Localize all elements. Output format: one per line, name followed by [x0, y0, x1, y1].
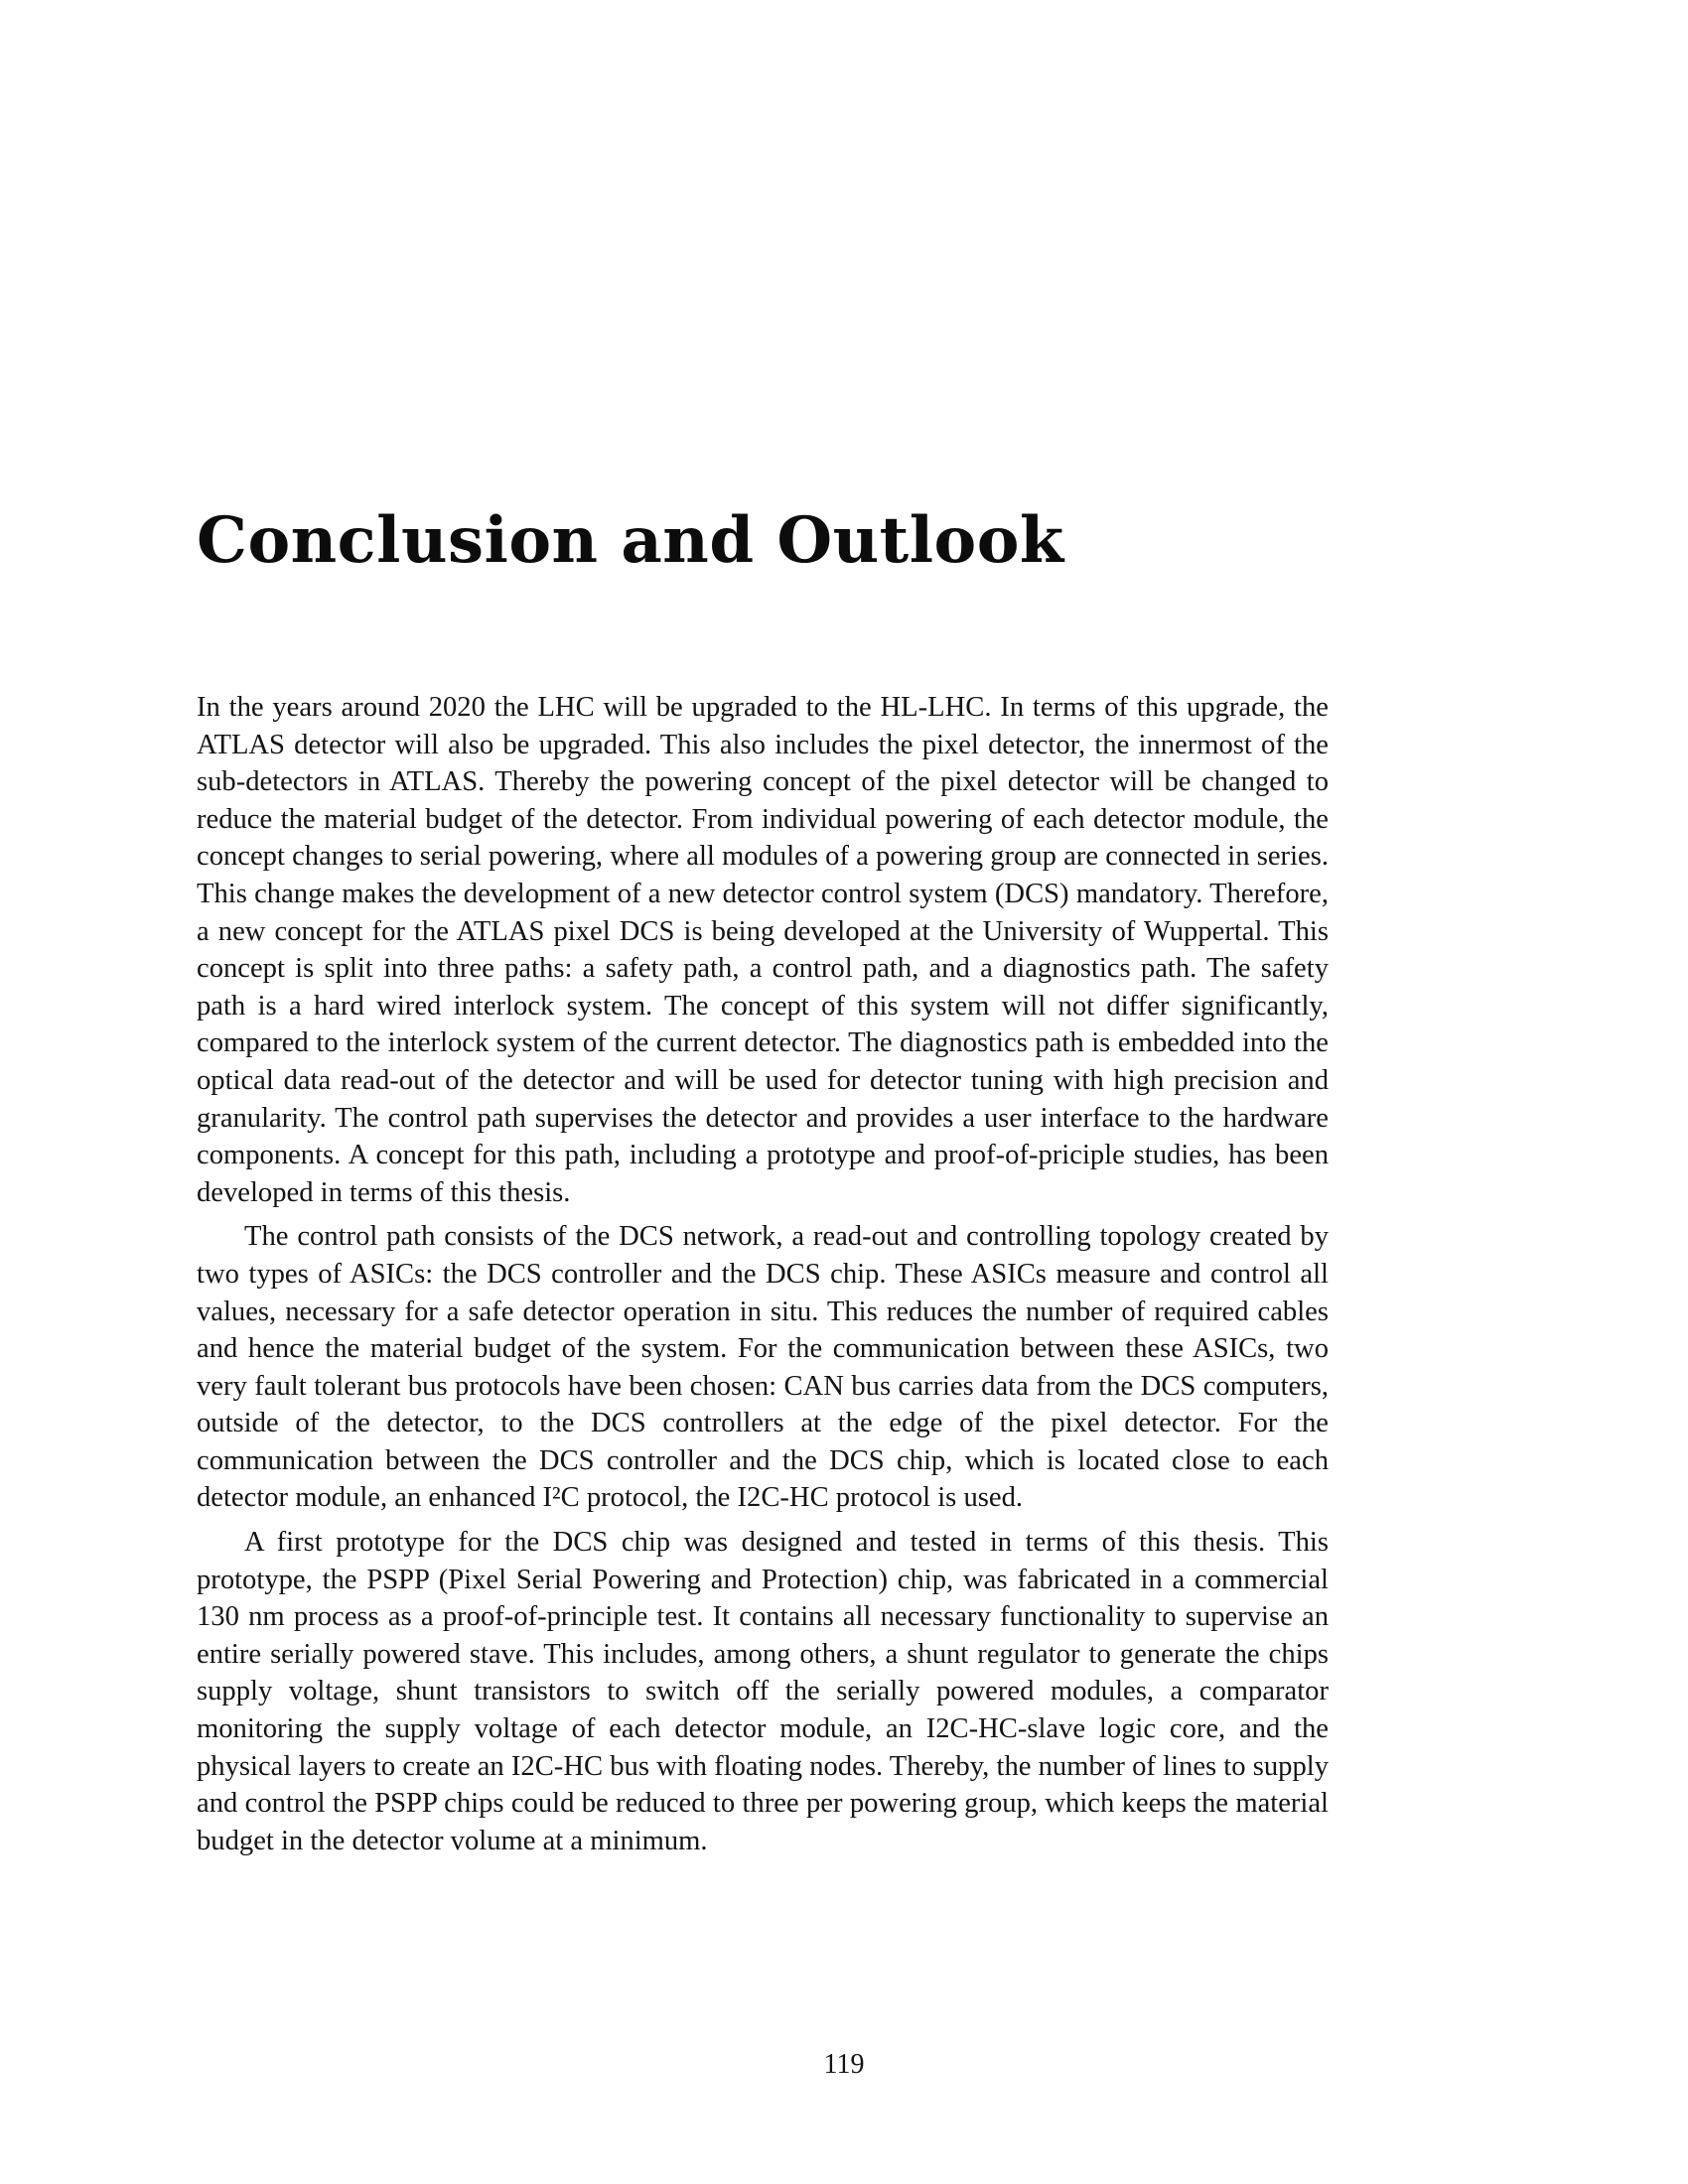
paragraph-1: In the years around 2020 the LHC will be upgraded to the HL-LHC. In terms of this upgrade, the ATLAS detector will also be upgraded. This also includes the pixel detector, the innermost of the sub-detectors in ATLAS. Thereby the powering concept of the pixel detector will be changed to reduce the material budget of the detector. From individual powering of each detector module, the concept changes to serial powering, where all modules of a powering group are connected in series. This change makes the development of a new detector control system (DCS) mandatory. Therefore, a new concept for the ATLAS pixel DCS is being developed at the University of Wuppertal. This concept is split into three paths: a safety path, a control path, and a diagnostics path. The safety path is a hard wired interlock system. The concept of this system will not differ significantly, compared to the interlock system of the current detector. The diagnostics path is embedded into the optical data read-out of the detector and will be used for detector tuning with high precision and granularity. The control path supervises the detector and provides a user interface to the hardware components. A concept for this path, including a prototype and proof-of-priciple studies, has been developed in terms of this thesis.	[197, 692, 1329, 1208]
body-text	[197, 689, 1329, 1859]
paragraph-2: The control path consists of the DCS network, a read-out and controlling topology created by two types of ASICs: the DCS controller and the DCS chip. These ASICs measure and control all values, necessary for a safe detector operation in situ. This reduces the number of required cables and hence the material budget of the system. For the communication between these ASICs, two very fault tolerant bus protocols have been chosen: CAN bus carries data from the DCS computers, outside of the detector, to the DCS controllers at the edge of the pixel detector. For the communication between the DCS controller and the DCS chip, which is located close to each detector module, an enhanced I²C protocol, the I2C-HC protocol is used.	[197, 1221, 1329, 1514]
page-number: 119	[823, 2049, 865, 2080]
chapter-title: Conclusion and Outlook	[197, 503, 1064, 578]
paragraph-3: A first prototype for the DCS chip was designed and tested in terms of this thesis. This prototype, the PSPP (Pixel Serial Powering and Protection) chip, was fabricated in a commercial 130 nm process as a proof-of-principle test. It contains all necessary functionality to supervise an entire serially powered stave. This includes, among others, a shunt regulator to generate the chips supply voltage, shunt transistors to switch off the serially powered modules, a comparator monitoring the supply voltage of each detector module, an I2C-HC-slave logic core, and the physical layers to create an I2C-HC bus with floating nodes. Thereby, the number of lines to supply and control the PSPP chips could be reduced to three per powering group, which keeps the material budget in the detector volume at a minimum.	[197, 1527, 1329, 1856]
